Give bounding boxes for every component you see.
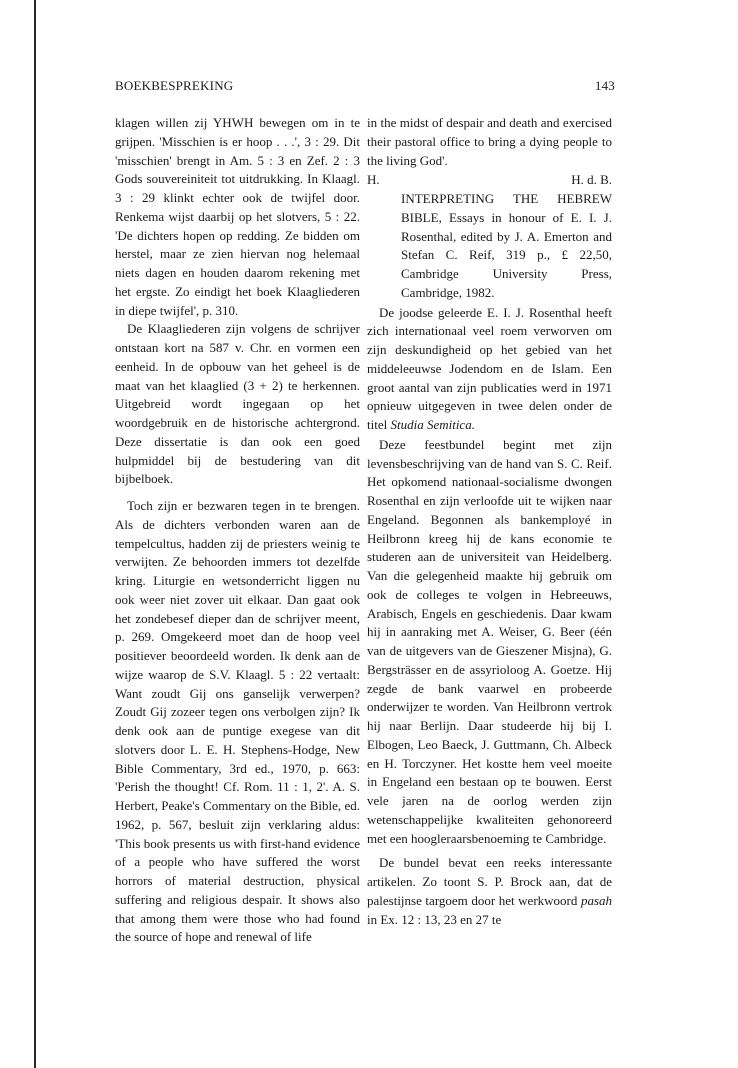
section-title: BOEKBESPREKING xyxy=(115,78,234,93)
initial-right: H. d. B. xyxy=(571,172,612,188)
paragraph-text: De bundel bevat een reeks interessante artikelen. Zo toont S. P. Brock aan, dat de palestijnse targoem door het werkwoord xyxy=(367,855,612,908)
review-details: , Essays in honour of E. I. J. Rosenthal, edited by J. A. Emerton and Stefan C. Reif, 319 p., £ 22,50, Cambridge University Press, Cambridge, 1982. xyxy=(401,209,612,300)
review-header xyxy=(367,190,612,303)
right-column xyxy=(367,114,612,929)
paragraph-text: De joodse geleerde E. I. J. Rosenthal heeft zich internationaal veel roem verworven om zijn deskundigheid op het gebied van het middeleeuwse Jodendom en de Islam. Een groot aantal van zijn publicaties werd in 1971 opnieuw uitgegeven in twee delen onder de titel xyxy=(367,304,612,432)
paragraph-text: in Ex. 12 : 13, 23 en 27 te xyxy=(367,911,502,927)
paragraph xyxy=(367,854,612,929)
paragraph: Toch zijn er bezwaren tegen in te brengen. Als de dichters verbonden waren aan de tempelcultus, hadden zij de priesters weinig te verwijten. Ze behoorden immers tot dezelfde kring. Liturgie en wetsonderricht liggen nu ook weer niet zover uit elkaar. Dan gaat ook het zondebesef dieper dan de schrijver meent, p. 269. Omgekeerd moet dan de hoop veel positiever beoordeeld worden. Ik denk aan de wijze waarop de S.V. Klaagl. 5 : 22 vertaalt: Want zoudt Gij ons ganselijk verwerpen? Zoudt Gij zozeer tegen ons verbolgen zijn? Ik denk ook aan de puntige exegese van dit slotvers door L. E. H. Stephens-Hodge, New Bible Commentary, 3rd ed., 1970, p. 663: 'Perish the thought! Cf. Rom. 11 : 1, 2'. A. S. Herbert, Peake's Commentary on the Bible, ed. 1962, p. 567, besluit zijn verklaring aldus: 'This book presents us with first-hand evidence of a people who have suffered the worst horrors of material destruction, physical suffering and religious despair. It shows also that among them were those who had found the source of hope and renewal of life xyxy=(115,498,360,945)
reviewer-initials xyxy=(367,171,612,190)
page-number: 143 xyxy=(594,78,615,93)
paragraph: klagen willen zij YHWH bewegen om in te grijpen. 'Misschien is er hoop . . .', 3 : 29. Dit 'misschien' brengt in Am. 5 : 3 en Zef. 2 : 3 Gods souvereiniteit tot uitdrukking. In Klaagl. 3 : 29 klinkt echter ook de twijfel door. Renkema wijst daarbij op het slotvers, 5 : 22. 'De dichters hopen op redding. Ze bidden om herstel, maar ze zien hiervan nog helemaal niets dagen en houden daarom rekening met het ergste. Zo eindigt het boek Klaagliederen in diepe twijfel', p. 310. xyxy=(115,115,360,318)
review-title: INTERPRETING THE HEBREW BIBLE xyxy=(401,191,612,225)
italic-term: pasah xyxy=(580,892,612,908)
paragraph: in the midst of despair and death and exercised their pastoral office to bring a dying people to the living God'. xyxy=(367,115,612,168)
italic-title: Studia Semitica. xyxy=(390,417,475,432)
paragraph: Deze feestbundel begint met zijn levensbeschrijving van de hand van S. C. Reif. Het opkomend nationaal-socialisme dwongen Rosenthal en zijn verloofde uit te wijken naar Engeland. Begonnen als bankemployé in Heilbronn kreeg hij de kans economie te studeren aan de universiteit van Heidelberg. Van die gelegenheid maakte hij gebruik om ook de colleges te volgen in Hebreeuws, Arabisch, Engels en geschiedenis. Daar kwam hij in aanraking met A. Weiser, G. Beer (één van de uitgevers van de Gieszener Misjna), G. Bergsträsser en de assyrioloog A. Goetze. Hij zegde de bank vaarwel en probeerde onderwijzer te worden. Van Heilbronn vertrok hij naar Berlijn. Daar studeerde hij bij I. Elbogen, Leo Baeck, J. Guttmann, Ch. Albeck en H. Torczyner. Het kostte hem veel moeite in Engeland een bestaan op te bouwen. Eerst vele jaren na de oorlog werden zijn wetenschappelijke kwaliteiten gehonoreerd met een hoogleraarsbenoeming te Cambridge. xyxy=(367,436,612,846)
paragraph: De Klaagliederen zijn volgens de schrijver ontstaan kort na 587 v. Chr. en vormen een eenheid. In de opbouw van het geheel is de maat van het klaaglied (3 + 2) te herkennen. Uitgebreid wordt ingegaan op het woordgebruik en de historische achtergrond. Deze dissertatie is dan ook een goed hulpmiddel bij de bestudering van dit bijbelboek. xyxy=(115,321,360,487)
left-column xyxy=(115,114,360,947)
binding-edge xyxy=(34,0,36,1068)
paragraph xyxy=(367,304,612,435)
initial-left: H. xyxy=(367,172,380,188)
